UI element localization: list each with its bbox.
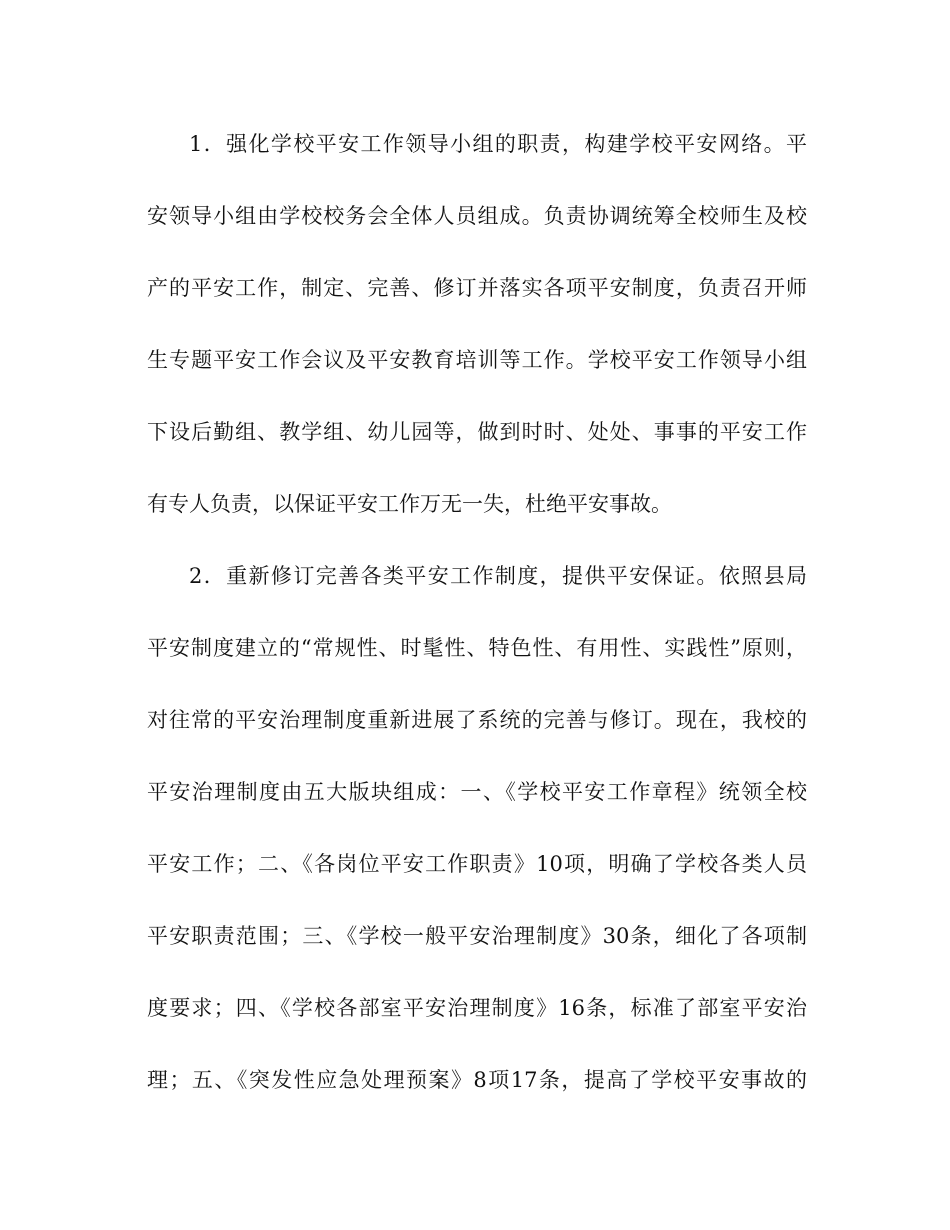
text-line: 平安职责范围；三、《学校一般平安治理制度》30条，细化了各项制 (147, 924, 807, 948)
text-line: 产的平安工作，制定、完善、修订并落实各项平安制度，负责召开师 (147, 276, 807, 300)
text-line: 下设后勤组、教学组、幼儿园等，做到时时、处处、事事的平安工作 (147, 420, 807, 444)
text-line: 对往常的平安治理制度重新进展了系统的完善与修订。现在，我校的 (147, 708, 807, 732)
text-line: 度要求；四、《学校各部室平安治理制度》16条，标准了部室平安治 (147, 996, 807, 1020)
paragraph-safety-system (147, 540, 807, 1116)
text-line: 平安工作；二、《各岗位平安工作职责》10项，明确了学校各类人员 (147, 852, 807, 876)
text-line: 平安制度建立的“常规性、时髦性、特色性、有用性、实践性”原则， (147, 636, 807, 660)
text-line: 安领导小组由学校校务会全体人员组成。负责协调统筹全校师生及校 (147, 204, 807, 228)
text-line: 有专人负责，以保证平安工作万无一失，杜绝平安事故。 (147, 492, 672, 516)
text-line: 生专题平安工作会议及平安教育培训等工作。学校平安工作领导小组 (147, 348, 807, 372)
text-line: 理；五、《突发性应急处理预案》8项17条，提高了学校平安事故的 (147, 1068, 807, 1092)
text-line: 2．重新修订完善各类平安工作制度，提供平安保证。依照县局 (189, 564, 807, 588)
paragraph-leadership-group (147, 108, 807, 540)
text-line: 1．强化学校平安工作领导小组的职责，构建学校平安网络。平 (189, 132, 807, 156)
text-line: 平安治理制度由五大版块组成：一、《学校平安工作章程》统领全校 (147, 780, 807, 804)
